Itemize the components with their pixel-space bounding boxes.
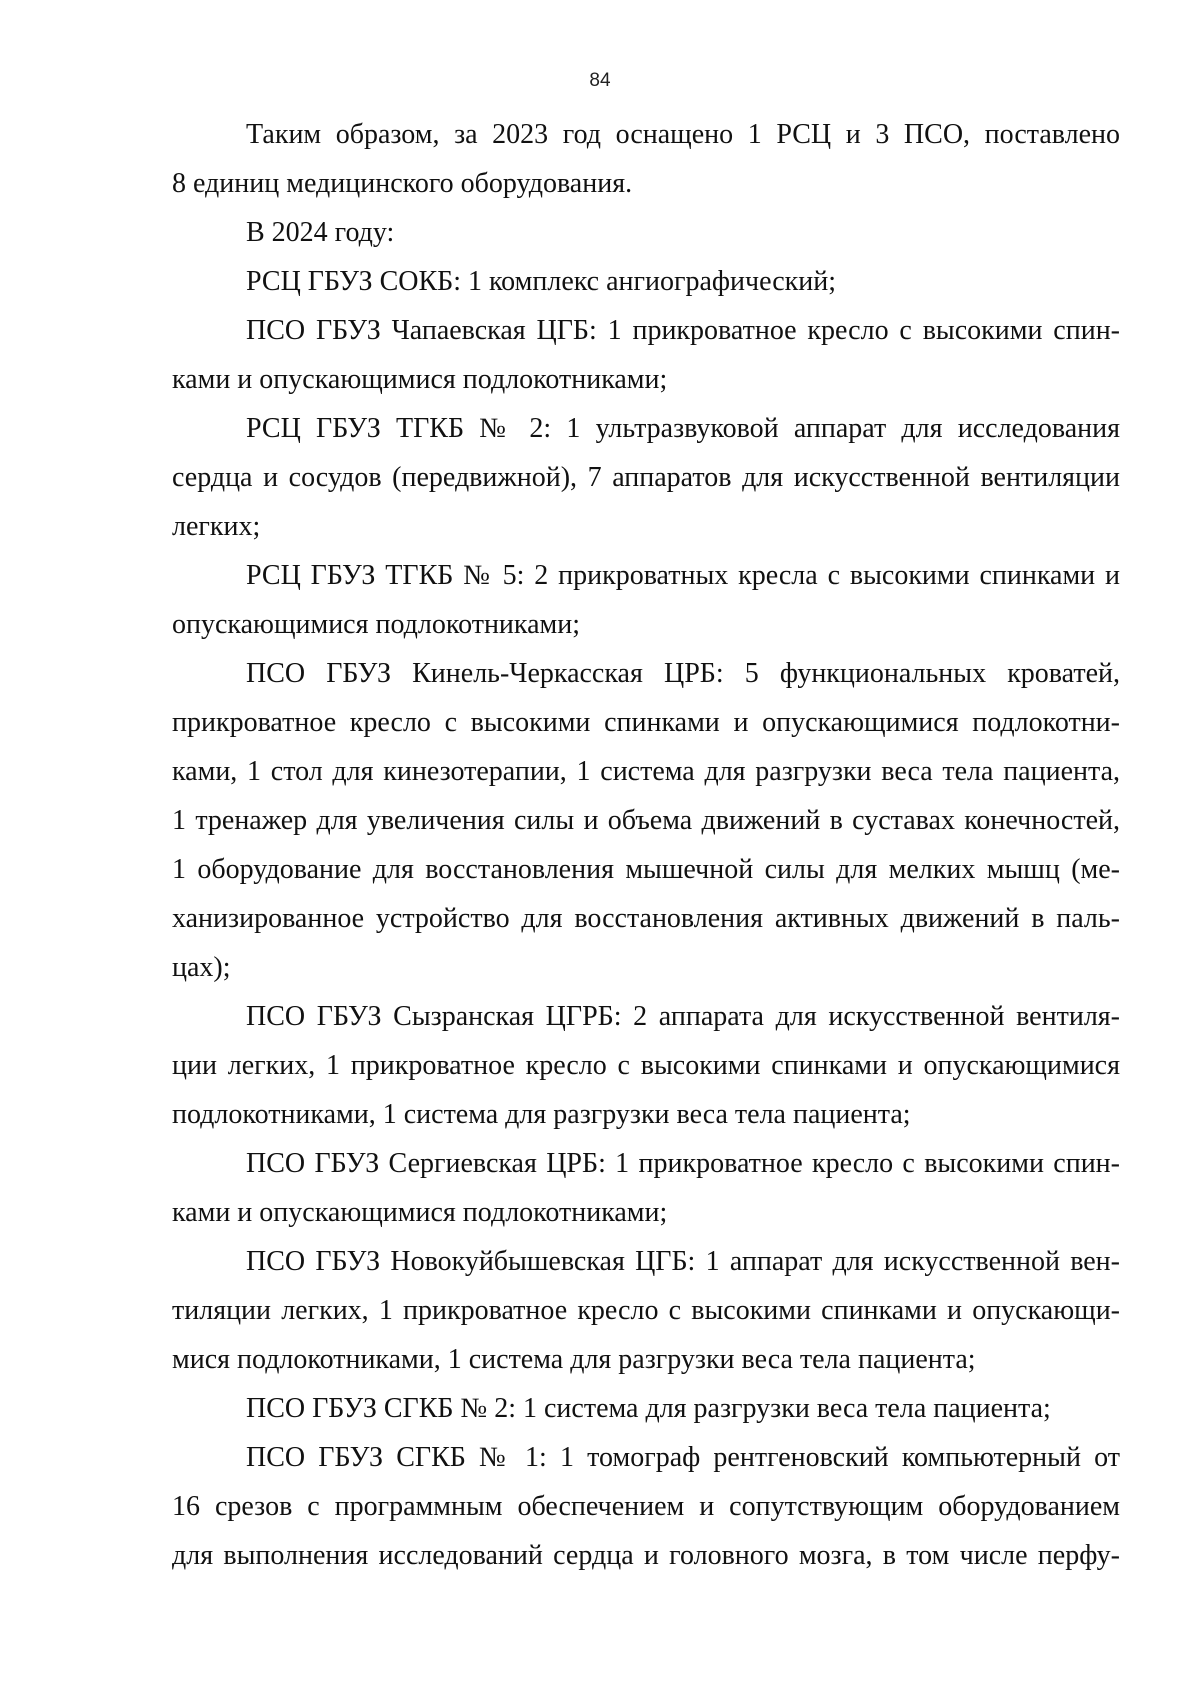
text-line: ПСО ГБУЗ Новокуйбышевская ЦГБ: 1 аппарат для искусственной вен- [246, 1246, 1120, 1277]
text-line: легких; [172, 511, 261, 542]
text-line: для выполнения исследований сердца и головного мозга, в том числе перфу- [172, 1540, 1120, 1571]
text-line: ками и опускающимися подлокотниками; [172, 1197, 668, 1228]
text-line: РСЦ ГБУЗ СОКБ: 1 комплекс ангиографический; [246, 266, 836, 297]
text-line: ПСО ГБУЗ Сызранская ЦГРБ: 2 аппарата для искусственной вентиля- [246, 1001, 1120, 1032]
text-line: сердца и сосудов (передвижной), 7 аппаратов для искусственной вентиляции [172, 462, 1120, 493]
text-line: ПСО ГБУЗ Сергиевская ЦРБ: 1 прикроватное кресло с высокими спин- [246, 1148, 1120, 1179]
text-line: 16 срезов с программным обеспечением и сопутствующим оборудованием [172, 1491, 1120, 1522]
text-line: подлокотниками, 1 система для разгрузки веса тела пациента; [172, 1099, 911, 1130]
text-line: ПСО ГБУЗ Кинель-Черкасская ЦРБ: 5 функциональных кроватей, [246, 658, 1120, 689]
text-line: Таким образом, за 2023 год оснащено 1 РСЦ и 3 ПСО, поставлено [246, 119, 1120, 150]
page-number: 84 [589, 70, 611, 91]
text-line: В 2024 году: [246, 217, 395, 248]
text-line: цах); [172, 952, 231, 983]
text-line: ПСО ГБУЗ СГКБ № 2: 1 система для разгрузки веса тела пациента; [246, 1393, 1051, 1424]
text-line: тиляции легких, 1 прикроватное кресло с высокими спинками и опускающи- [172, 1295, 1120, 1326]
text-line: 1 тренажер для увеличения силы и объема движений в суставах конечностей, [172, 805, 1120, 836]
text-line: мися подлокотниками, 1 система для разгрузки веса тела пациента; [172, 1344, 976, 1375]
text-line: 1 оборудование для восстановления мышечной силы для мелких мышц (ме- [172, 854, 1120, 885]
text-line: ханизированное устройство для восстановления активных движений в паль- [172, 903, 1120, 934]
text-line: ПСО ГБУЗ СГКБ № 1: 1 томограф рентгеновский компьютерный от [246, 1442, 1120, 1473]
text-line: ками, 1 стол для кинезотерапии, 1 система для разгрузки веса тела пациента, [172, 756, 1120, 787]
text-line: ции легких, 1 прикроватное кресло с высокими спинками и опускающимися [172, 1050, 1120, 1081]
text-line: ПСО ГБУЗ Чапаевская ЦГБ: 1 прикроватное кресло с высокими спин- [246, 315, 1120, 346]
text-line: ками и опускающимися подлокотниками; [172, 364, 668, 395]
text-line: РСЦ ГБУЗ ТГКБ № 5: 2 прикроватных кресла с высокими спинками и [246, 560, 1120, 591]
text-line: опускающимися подлокотниками; [172, 609, 580, 640]
text-line: РСЦ ГБУЗ ТГКБ № 2: 1 ультразвуковой аппарат для исследования [246, 413, 1120, 444]
text-line: прикроватное кресло с высокими спинками и опускающимися подлокотни- [172, 707, 1120, 738]
text-line: 8 единиц медицинского оборудования. [172, 168, 633, 199]
document-body [172, 110, 1120, 1580]
